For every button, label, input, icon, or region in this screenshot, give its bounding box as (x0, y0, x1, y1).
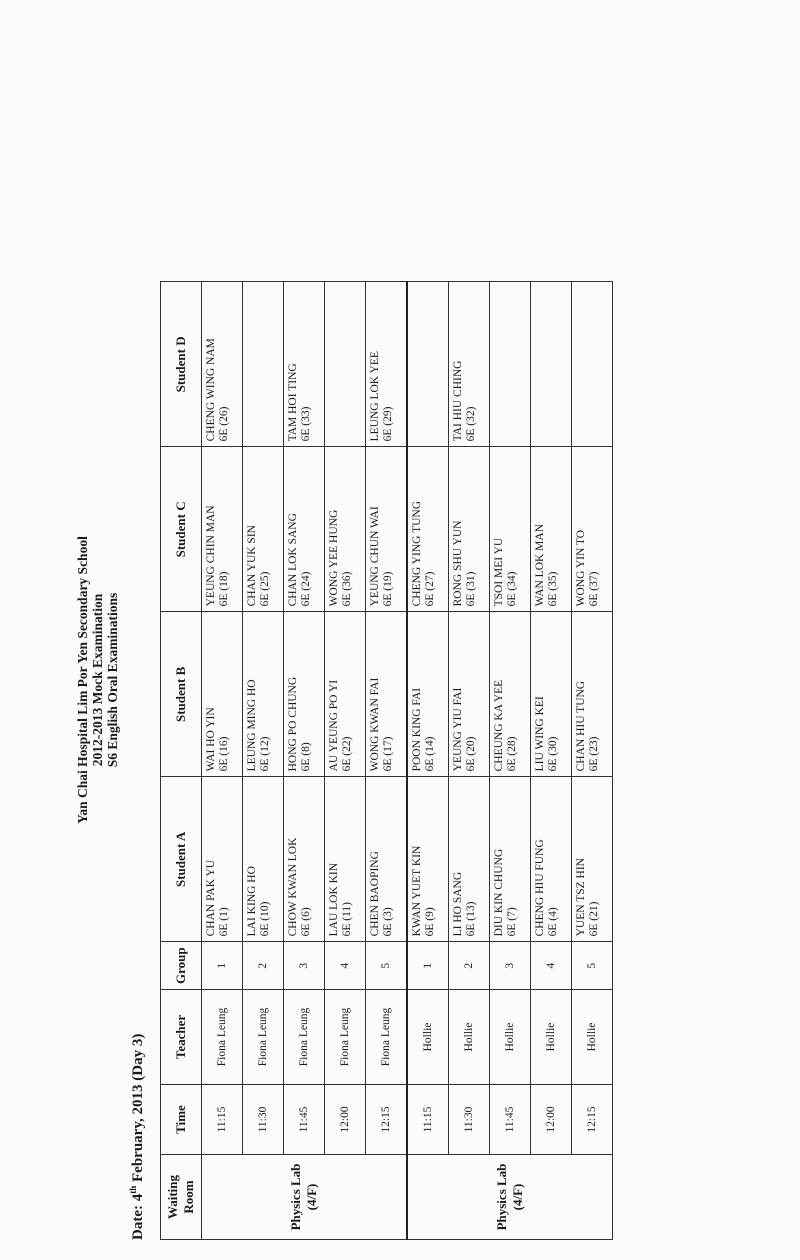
student-class-number: 6E (21) (588, 901, 600, 937)
waiting-room-cell: Physics Lab (4/F) (407, 1155, 613, 1240)
student-c-cell (572, 447, 613, 612)
col-student-d: Student D (161, 282, 202, 447)
student-class-number: 6E (10) (259, 901, 271, 937)
student-a-cell (325, 777, 366, 942)
student-b-cell (531, 612, 572, 777)
student-class-number: 6E (30) (547, 736, 559, 772)
student-b-cell (490, 612, 531, 777)
time-cell: 11:30 (449, 1085, 490, 1155)
student-c-cell (449, 447, 490, 612)
table-row (490, 282, 531, 1240)
student-name: YUEN TSZ HIN (575, 858, 587, 937)
student-name: CHAN HIU TUNG (575, 680, 587, 772)
student-name: TAI HIU CHING (452, 360, 464, 442)
student-name: CHENG HIU FUNG (534, 839, 546, 937)
student-name: YEUNG CHIN MAN (205, 505, 217, 607)
school-name: Yan Chai Hospital Lim Por Yen Secondary School (75, 536, 90, 824)
time-cell: 11:15 (407, 1085, 449, 1155)
time-cell: 11:45 (490, 1085, 531, 1155)
student-class-number: 6E (3) (382, 907, 394, 937)
waiting-room-cell: Physics Lab (4/F) (202, 1155, 408, 1240)
student-a-cell (202, 777, 243, 942)
student-d-cell (490, 282, 531, 447)
student-name: LIU WING KEI (534, 696, 546, 772)
student-class-number: 6E (6) (300, 907, 312, 937)
table-row (284, 282, 325, 1240)
student-name: CHOW KWAN LOK (287, 837, 299, 937)
student-class-number: 6E (13) (465, 901, 477, 937)
table-row (449, 282, 490, 1240)
teacher-cell: Fiona Leung (325, 990, 366, 1085)
schedule-body (202, 282, 613, 1240)
time-cell: 11:45 (284, 1085, 325, 1155)
student-name: LAI KING HO (246, 866, 258, 937)
student-class-number: 6E (25) (259, 571, 271, 607)
student-b-cell (284, 612, 325, 777)
student-class-number: 6E (34) (506, 571, 518, 607)
student-d-cell (572, 282, 613, 447)
student-name: DIU KIN CHUNG (493, 848, 505, 937)
student-class-number: 6E (37) (588, 571, 600, 607)
student-name: AU YEUNG PO YI (328, 679, 340, 772)
table-row (366, 282, 408, 1240)
student-name: CHAN PAK YU (205, 859, 217, 937)
student-a-cell (449, 777, 490, 942)
group-cell: 2 (449, 942, 490, 990)
student-b-cell (325, 612, 366, 777)
time-cell: 12:15 (572, 1085, 613, 1155)
teacher-cell: Hollie (407, 990, 449, 1085)
student-a-cell (572, 777, 613, 942)
student-name: CHENG YING TUNG (411, 500, 423, 607)
student-name: YEUNG CHUN WAI (369, 506, 381, 607)
col-time: Time (161, 1085, 202, 1155)
student-name: YEUNG YIU FAI (452, 687, 464, 772)
group-cell: 5 (572, 942, 613, 990)
student-class-number: 6E (12) (259, 736, 271, 772)
student-name: LI HO SANG (452, 871, 464, 937)
student-b-cell (243, 612, 284, 777)
time-cell: 12:00 (325, 1085, 366, 1155)
student-c-cell (490, 447, 531, 612)
student-c-cell (284, 447, 325, 612)
student-name: KWAN YUET KIN (411, 845, 423, 937)
student-class-number: 6E (14) (424, 736, 436, 772)
student-name: WONG YIN TO (575, 529, 587, 607)
group-cell: 1 (202, 942, 243, 990)
student-name: HONG PO CHUNG (287, 676, 299, 772)
table-row (202, 282, 243, 1240)
student-name: CHENG WING NAM (205, 338, 217, 442)
col-student-c: Student C (161, 447, 202, 612)
student-name: CHAN LOK SANG (287, 513, 299, 607)
col-teacher: Teacher (161, 990, 202, 1085)
student-d-cell (284, 282, 325, 447)
teacher-cell: Fiona Leung (366, 990, 408, 1085)
student-b-cell (202, 612, 243, 777)
group-cell: 1 (407, 942, 449, 990)
student-c-cell (366, 447, 408, 612)
table-row (407, 282, 449, 1240)
table-row (243, 282, 284, 1240)
student-b-cell (572, 612, 613, 777)
student-name: POON KING FAI (411, 687, 423, 772)
student-class-number: 6E (23) (588, 736, 600, 772)
exam-subtitle: S6 English Oral Examinations (105, 592, 120, 768)
student-class-number: 6E (18) (218, 571, 230, 607)
time-cell: 11:15 (202, 1085, 243, 1155)
student-class-number: 6E (11) (341, 902, 353, 937)
student-class-number: 6E (26) (218, 406, 230, 442)
student-class-number: 6E (1) (218, 907, 230, 937)
table-header-row (161, 282, 202, 1240)
student-class-number: 6E (27) (424, 571, 436, 607)
teacher-cell: Fiona Leung (284, 990, 325, 1085)
col-group: Group (161, 942, 202, 990)
student-name: LAU LOK KIN (328, 862, 340, 937)
student-d-cell (407, 282, 449, 447)
teacher-cell: Fiona Leung (202, 990, 243, 1085)
table-row (325, 282, 366, 1240)
student-a-cell (407, 777, 449, 942)
student-class-number: 6E (19) (382, 571, 394, 607)
student-name: WAN LOK MAN (534, 523, 546, 607)
teacher-cell: Hollie (531, 990, 572, 1085)
student-class-number: 6E (17) (382, 736, 394, 772)
rotated-page (50, 115, 670, 1245)
teacher-cell: Fiona Leung (243, 990, 284, 1085)
student-d-cell (449, 282, 490, 447)
student-name: WAI HO YIN (205, 707, 217, 772)
student-name: TAM HOI TING (287, 363, 299, 442)
group-cell: 5 (366, 942, 408, 990)
student-class-number: 6E (16) (218, 736, 230, 772)
student-name: TSOI MEI YU (493, 537, 505, 607)
student-name: WONG YEE HUNG (328, 509, 340, 607)
student-class-number: 6E (28) (506, 736, 518, 772)
student-class-number: 6E (35) (547, 571, 559, 607)
table-row (531, 282, 572, 1240)
oral-exam-schedule-table (160, 281, 613, 1240)
student-class-number: 6E (24) (300, 571, 312, 607)
student-name: LEUNG MING HO (246, 679, 258, 772)
student-name: WONG KWAN FAI (369, 677, 381, 772)
student-c-cell (407, 447, 449, 612)
student-a-cell (284, 777, 325, 942)
group-cell: 4 (531, 942, 572, 990)
student-d-cell (531, 282, 572, 447)
time-cell: 12:00 (531, 1085, 572, 1155)
student-name: CHEUNG KA YEE (493, 679, 505, 772)
student-class-number: 6E (33) (300, 406, 312, 442)
group-cell: 3 (284, 942, 325, 990)
student-class-number: 6E (9) (424, 907, 436, 937)
exam-title: 2012-2013 Mock Examination (90, 593, 105, 767)
student-b-cell (407, 612, 449, 777)
student-class-number: 6E (22) (341, 736, 353, 772)
student-a-cell (490, 777, 531, 942)
student-name: RONG SHU YUN (452, 520, 464, 607)
teacher-cell: Hollie (490, 990, 531, 1085)
teacher-cell: Hollie (572, 990, 613, 1085)
col-student-b: Student B (161, 612, 202, 777)
student-b-cell (366, 612, 408, 777)
student-a-cell (366, 777, 408, 942)
group-cell: 4 (325, 942, 366, 990)
student-a-cell (243, 777, 284, 942)
student-c-cell (531, 447, 572, 612)
student-class-number: 6E (31) (465, 571, 477, 607)
student-class-number: 6E (4) (547, 907, 559, 937)
student-name: CHEN BAOPING (369, 851, 381, 937)
student-c-cell (202, 447, 243, 612)
student-class-number: 6E (32) (465, 406, 477, 442)
group-cell: 2 (243, 942, 284, 990)
student-name: LEUNG LOK YEE (369, 351, 381, 442)
table-row (572, 282, 613, 1240)
student-d-cell (366, 282, 408, 447)
student-d-cell (202, 282, 243, 447)
student-class-number: 6E (8) (300, 742, 312, 772)
col-waiting-room: Waiting Room (161, 1155, 202, 1240)
student-class-number: 6E (29) (382, 406, 394, 442)
time-cell: 11:30 (243, 1085, 284, 1155)
teacher-cell: Hollie (449, 990, 490, 1085)
col-student-a: Student A (161, 777, 202, 942)
student-b-cell (449, 612, 490, 777)
student-c-cell (243, 447, 284, 612)
group-cell: 3 (490, 942, 531, 990)
exam-date: Date: 4th February, 2013 (Day 3) (128, 1033, 146, 1240)
student-class-number: 6E (36) (341, 571, 353, 607)
time-cell: 12:15 (366, 1085, 408, 1155)
student-d-cell (325, 282, 366, 447)
student-class-number: 6E (20) (465, 736, 477, 772)
student-name: CHAN YUK SIN (246, 525, 258, 607)
student-a-cell (531, 777, 572, 942)
student-class-number: 6E (7) (506, 907, 518, 937)
student-c-cell (325, 447, 366, 612)
student-d-cell (243, 282, 284, 447)
